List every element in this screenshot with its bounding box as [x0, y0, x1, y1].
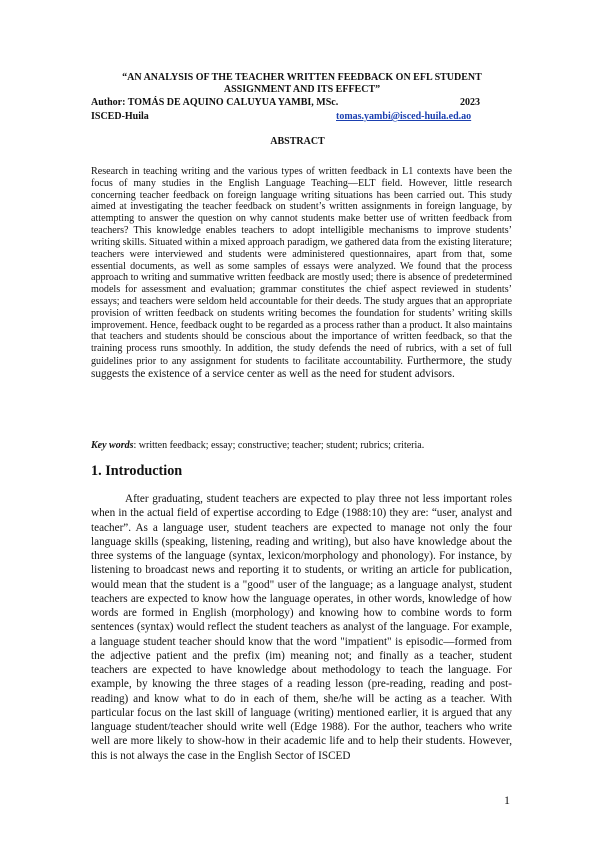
- affiliation-line: [91, 111, 503, 122]
- abstract-text: Research in teaching writing and the various types of written feedback in L1 contexts have been the focus of many studies in the English Language Teaching—ELT field. However, little research concerning teacher feedback on foreign language writing situations has been carried out. This study aimed at investigating the teacher feedback on student’s written assignments in foreign language, by attempting to answer the question on why cannot students make better use of written feedback from teachers? This knowledge enables teachers to adopt intelligible mechanisms to improve students’ writing skills. Situated within a mixed approach paradigm, we gathered data from the existing literature; teachers were interviewed and students were administered questionnaires, apart from that, some essential documents, as well as some samples of essays were analyzed. We found that the process approach to writing and summative written feedback are mostly used; there is absence of predetermined models for assessment and evaluation; grammar constitutes the chief aspect reviewed in students’ essays; and teachers were seldom held accountable for their deeds. The study argues that an appropriate provision of written feedback on students writing becomes the foundation for students’ writing skills improvement. Hence, feedback ought to be regarded as a process rather than a product. It also maintains that teachers and students should be conscious about the importance of written feedback, so that the training process runs smoothly. In addition, the study defends the need of rubrics, with a set of full guidelines prior to any assignment for students to facilitate accountability.: [91, 166, 513, 367]
- institution-name: ISCED-Huila: [91, 111, 149, 122]
- keywords-label: Key words: [91, 440, 134, 451]
- keywords-line: [91, 440, 512, 452]
- section-heading-introduction: 1. Introduction: [91, 463, 183, 479]
- paper-title: [96, 72, 508, 95]
- page-number: 1: [504, 793, 510, 807]
- abstract-text-final: Furthermore, the study suggests the existence of a service center as well as the need for student advisors.: [91, 355, 512, 380]
- introduction-paragraph: After graduating, student teachers are expected to play three not less important roles when in the actual field of expertise according to Edge (1988:10) they are: “user, analyst and teacher”. As a language user, student teachers are expected to manage not only the four language skills (speaking, listening, reading and writing), but also have knowledge about the three systems of the language (syntax, lexicon/morphology and phonology). For instance, by listening to broadcast news and reporting it to students, or writing an article for publication, would mean that the student is a "good" user of the language; as a language analyst, student teachers are expected to know how the language operates, in other words, knowledge of how words are formed in English (morphology) and knowing how to combine words to form sentences (syntax) would reflect the student teachers as analyst of the language. For example, a language student teacher should know that the word "impatient" is episodic—formed from the adjective patient and the prefix (im) meaning not; and finally as a teacher, student teachers are expected to have knowledge about methodology to teach the language. For example, by knowing the three stages of a reading lesson (pre-reading, reading and post-reading) and know what to do in each of them, she/he will be acting as a teacher. With particular focus on the last skill of language (writing) mentioned earlier, it is argued that any language student/teacher should write well (Edge 1988). For the author, teachers who write well are more likely to show-how in their academic life and to help their students. However, this is not always the case in the English Sector of ISCED: [91, 493, 512, 762]
- publication-year: 2023: [460, 97, 480, 108]
- keywords-list: : written feedback; essay; constructive; teacher; student; rubrics; criteria.: [133, 440, 425, 451]
- paper-title-line-1: “AN ANALYSIS OF THE TEACHER WRITTEN FEEDBACK ON EFL STUDENT: [122, 72, 482, 83]
- paper-title-line-2: ASSIGNMENT AND ITS EFFECT”: [223, 83, 381, 95]
- author-line: [91, 97, 503, 108]
- abstract-heading: ABSTRACT: [270, 136, 325, 147]
- author-name: Author: TOMÁS DE AQUINO CALUYUA YAMBI, MSc.: [91, 97, 339, 108]
- abstract-body: [91, 166, 512, 381]
- author-email-link[interactable]: tomas.yambi@isced-huila.ed.ao: [336, 111, 472, 122]
